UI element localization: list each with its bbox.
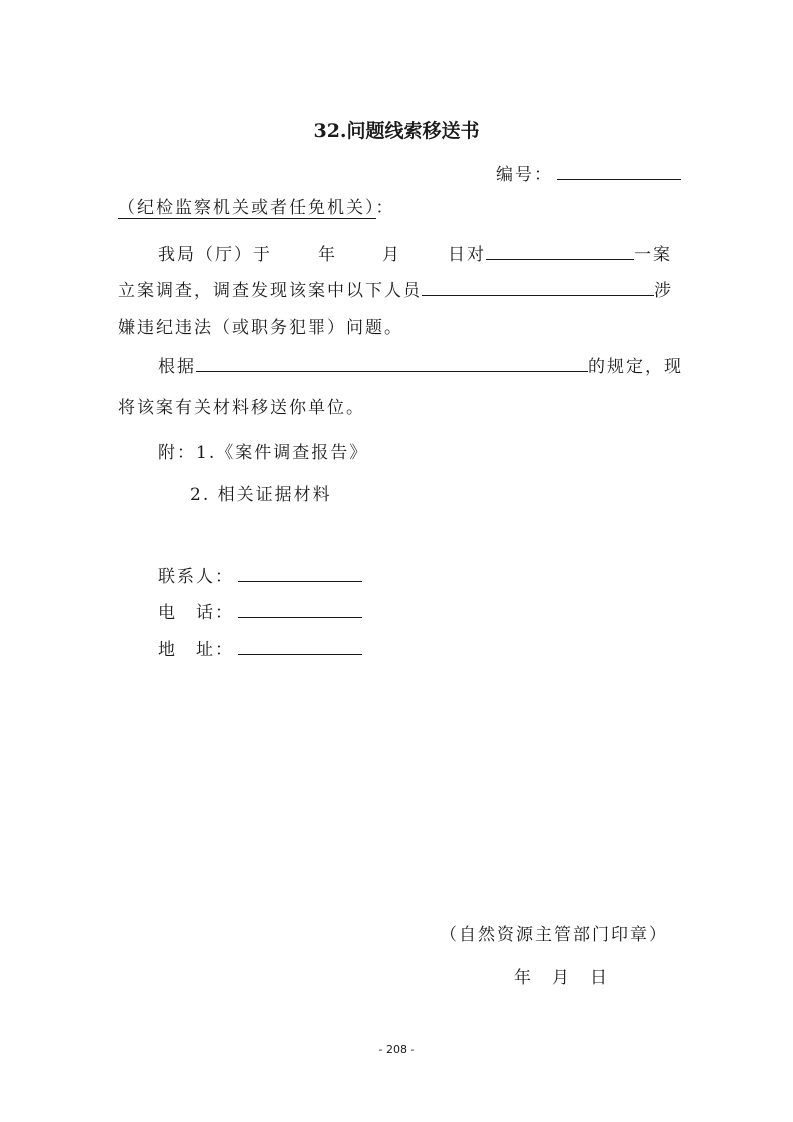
sign-date-month: 月 (552, 968, 571, 988)
recipient-colon: ： (375, 198, 395, 218)
para1-year: 年 (318, 245, 337, 265)
contact-address-field[interactable] (238, 636, 362, 655)
page-number: - 208 - (378, 1043, 415, 1056)
para1-day-suffix: 日对 (448, 245, 486, 265)
regulation-field[interactable] (196, 353, 588, 372)
number-field[interactable] (557, 161, 681, 180)
para1-line2-suffix: 涉 (654, 281, 673, 301)
sign-date-day: 日 (590, 968, 609, 988)
case-name-field[interactable] (486, 241, 634, 260)
para2-line1 (158, 352, 683, 377)
contact-phone-field[interactable] (238, 599, 362, 618)
para1-prefix: 我局（厅）于 (158, 245, 272, 265)
number-row (496, 160, 681, 185)
seal-placeholder: （自然资源主管部门印章） (440, 925, 668, 945)
attachments-label: 附： (158, 443, 196, 463)
para1-case-suffix: 一案 (634, 245, 672, 265)
contact-person-field[interactable] (238, 563, 362, 582)
page-title: 32.问题线索移送书 (313, 120, 480, 142)
para2-prefix: 根据 (158, 357, 196, 377)
contact-phone-label: 电 话： (158, 603, 234, 623)
para2-suffix: 的规定，现 (588, 357, 683, 377)
contact-person-label: 联系人： (158, 567, 234, 587)
para1-month: 月 (382, 245, 401, 265)
para1-line2-prefix: 立案调查，调查发现该案中以下人员 (118, 281, 422, 301)
recipient-placeholder: （纪检监察机关或者任免机关） (118, 198, 376, 218)
para1-line3: 嫌违纪违法（或职务犯罪）问题。 (118, 318, 403, 338)
persons-field[interactable] (422, 277, 654, 296)
recipient-row (118, 193, 395, 218)
para1-day-row (448, 240, 672, 265)
contact-phone-row (158, 598, 362, 623)
contact-address-row (158, 635, 362, 660)
number-label: 编号： (496, 165, 553, 185)
attachment-row-1 (158, 438, 368, 463)
attachment-item-2: 2. 相关证据材料 (190, 485, 332, 505)
contact-person-row (158, 562, 362, 587)
contact-address-label: 地 址： (158, 640, 234, 660)
para1-line2 (118, 276, 673, 301)
para1-line1 (158, 240, 272, 265)
sign-date-year: 年 (514, 968, 533, 988)
attachment-item-1: 1.《案件调查报告》 (196, 443, 369, 463)
para2-line2: 将该案有关材料移送你单位。 (118, 398, 365, 418)
